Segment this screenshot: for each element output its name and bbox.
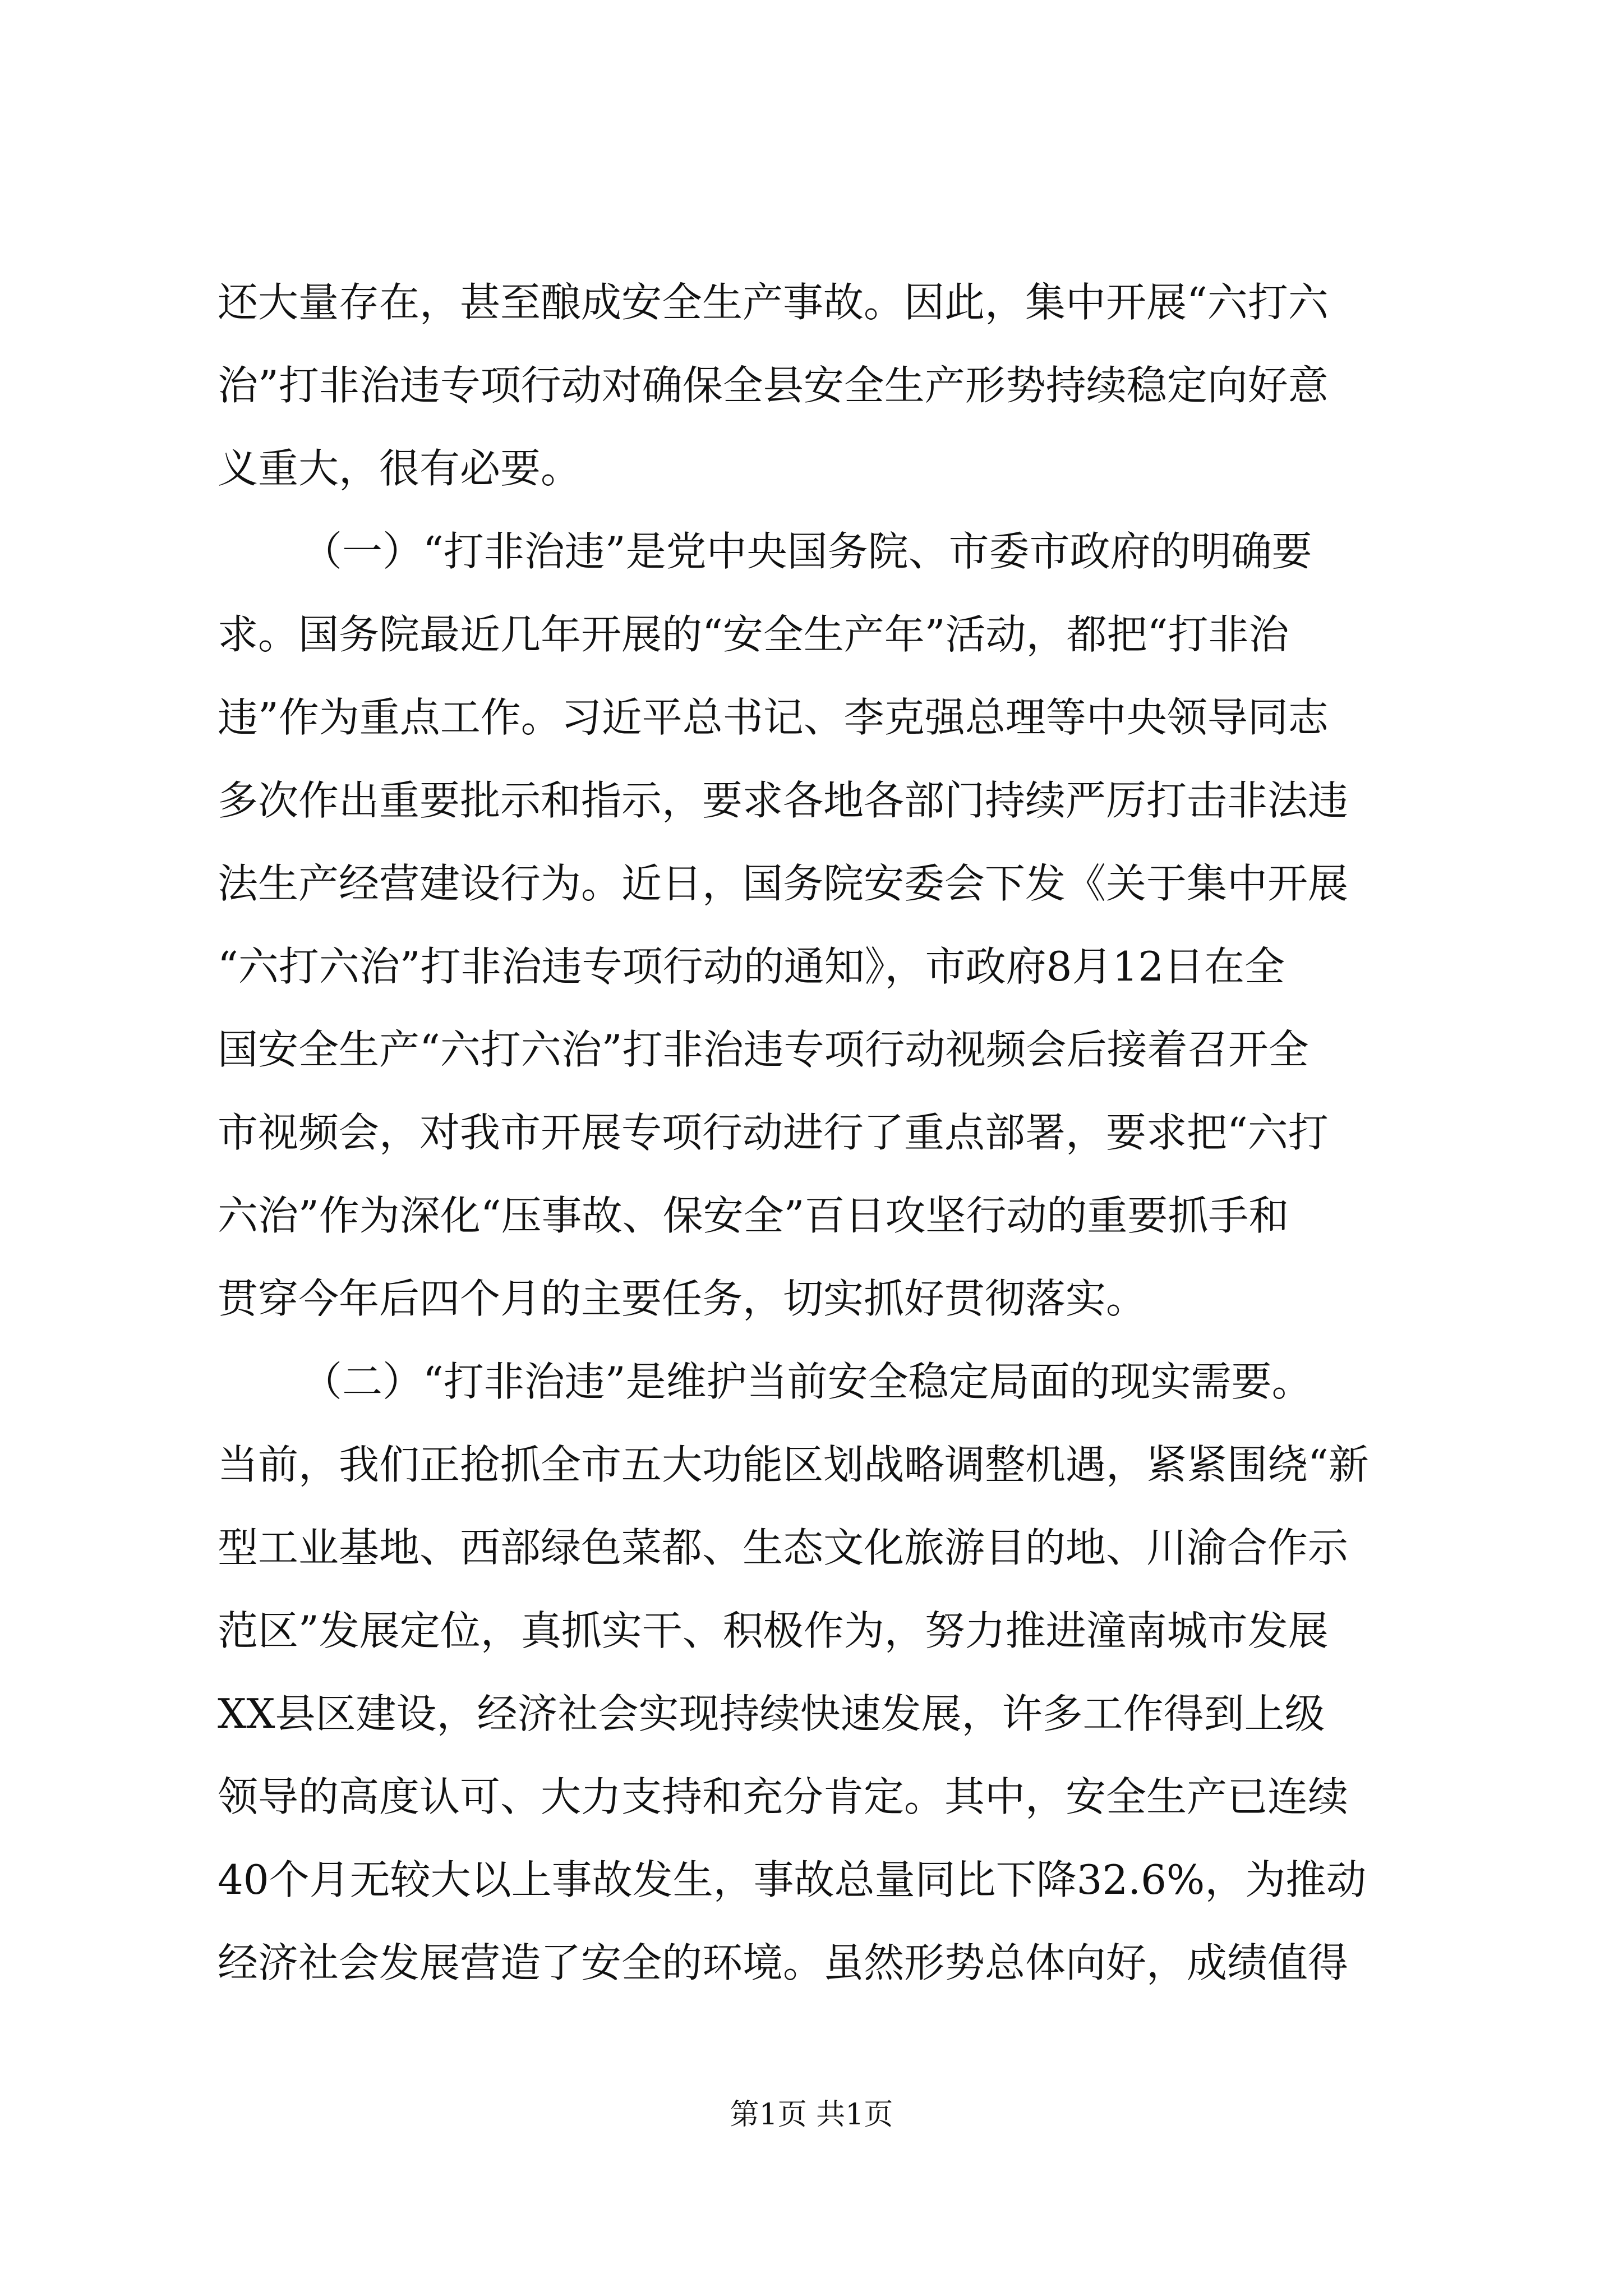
text-line: （二）“打非治违”是维护当前安全稳定局面的现实需要。	[302, 1358, 1312, 1405]
paragraph-continuation	[218, 261, 1429, 510]
paragraph-section-two	[218, 1340, 1429, 2004]
page-footer	[0, 2095, 1623, 2134]
text-line: 国安全生产“六打六治”打非治违专项行动视频会后接着召开全	[218, 1026, 1309, 1073]
text-line: 治”打非治违专项行动对确保全县安全生产形势持续稳定向好意	[218, 362, 1329, 409]
text-line: 法生产经营建设行为。近日，国务院安委会下发《关于集中开展	[218, 860, 1349, 907]
text-line: 40个月无较大以上事故发生，事故总量同比下降32.6%，为推动	[218, 1856, 1367, 1903]
text-line: 还大量存在，甚至酿成安全生产事故。因此，集中开展“六打六	[218, 279, 1329, 326]
text-line: 范区”发展定位，真抓实干、积极作为，努力推进潼南城市发展	[218, 1607, 1329, 1654]
document-body	[218, 261, 1429, 2004]
text-line: “六打六治”打非治违专项行动的通知》，市政府8月12日在全	[218, 943, 1285, 990]
text-line: 多次作出重要批示和指示，要求各地各部门持续严厉打击非法违	[218, 777, 1349, 824]
text-line: 求。国务院最近几年开展的“安全生产年”活动，都把“打非治	[218, 611, 1289, 658]
text-line: 贯穿今年后四个月的主要任务，切实抓好贯彻落实。	[218, 1275, 1147, 1322]
text-line: 领导的高度认可、大力支持和充分肯定。其中，安全生产已连续	[218, 1773, 1349, 1820]
text-line: 六治”作为深化“压事故、保安全”百日攻坚行动的重要抓手和	[218, 1192, 1289, 1239]
text-line: （一）“打非治违”是党中央国务院、市委市政府的明确要	[302, 528, 1312, 575]
text-line: 义重大，很有必要。	[218, 445, 582, 492]
text-line: 违”作为重点工作。习近平总书记、李克强总理等中央领导同志	[218, 694, 1329, 741]
text-line: 型工业基地、西部绿色菜都、生态文化旅游目的地、川渝合作示	[218, 1524, 1349, 1571]
text-line: 当前，我们正抢抓全市五大功能区划战略调整机遇，紧紧围绕“新	[218, 1441, 1369, 1488]
text-line: 市视频会，对我市开展专项行动进行了重点部署，要求把“六打	[218, 1109, 1329, 1156]
text-line: XX县区建设，经济社会实现持续快速发展，许多工作得到上级	[218, 1690, 1325, 1737]
page-number-label: 第1页 共1页	[730, 2098, 893, 2132]
paragraph-section-one	[218, 510, 1429, 1340]
text-line: 经济社会发展营造了安全的环境。虽然形势总体向好，成绩值得	[218, 1939, 1349, 1986]
